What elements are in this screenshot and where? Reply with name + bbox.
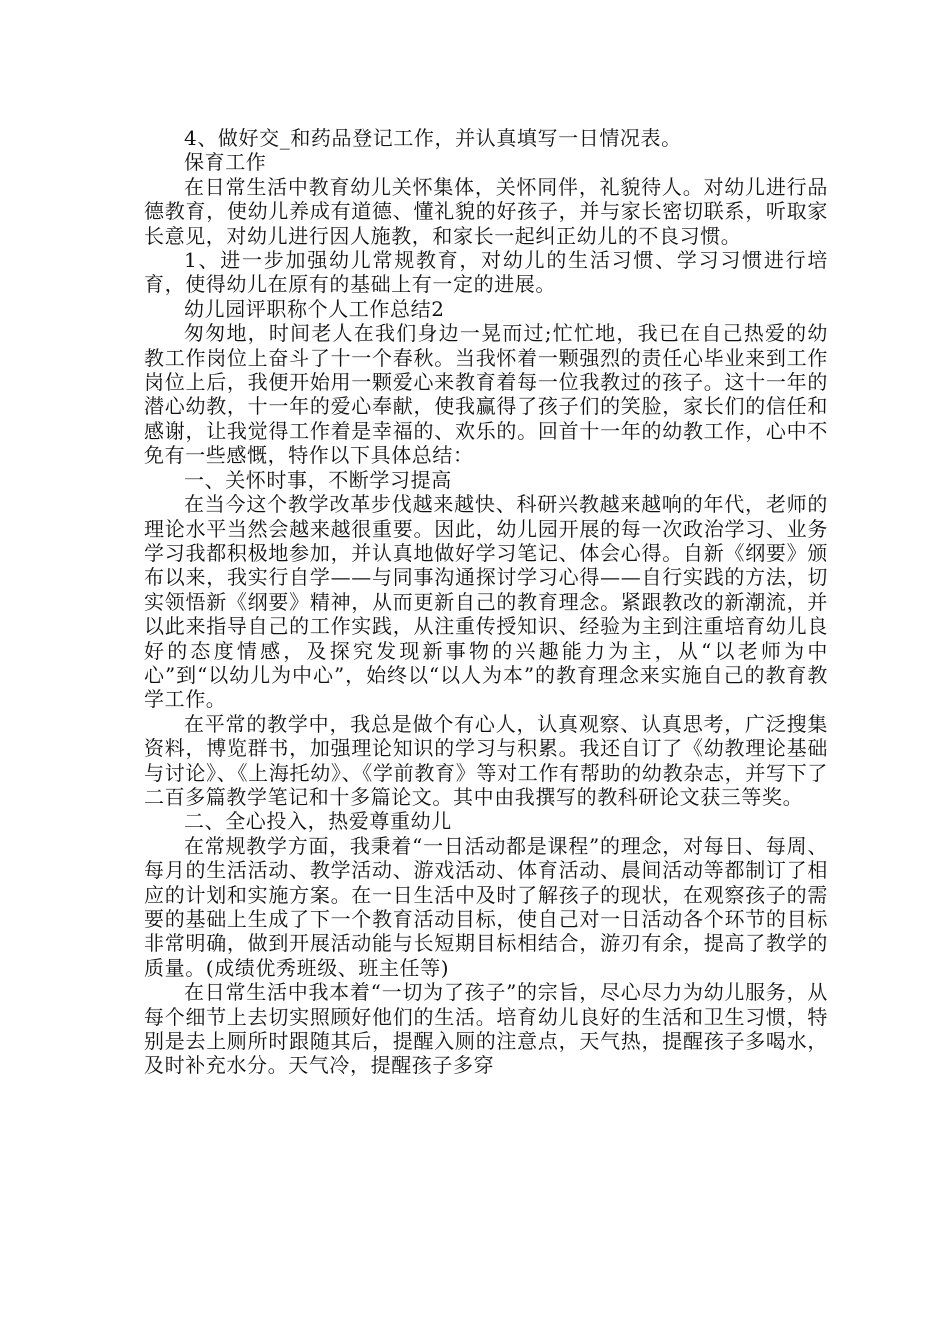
section-heading-two: 二、全心投入，热爱尊重幼儿 bbox=[184, 809, 452, 834]
paragraph-summary-intro: 匆匆地，时间老人在我们身边一晃而过;忙忙地，我已在自己热爱的幼教工作岗位上奋斗了十一个春秋。当我怀着一颗强烈的责任心毕业来到工作岗位上后，我便开始用一颗爱心来教育着每一位我教过的孩子。这十一年的潜心幼教，十一年的爱心奉献，使我赢得了孩子们的笑脸，家长们的信任和感谢，让我觉得工作着是幸福的、欢乐的。回首十一年的幼教工作，心中不免有一些感慨，特作以下具体总结： bbox=[144, 321, 828, 468]
section-heading-childcare: 保育工作 bbox=[184, 150, 267, 175]
section-heading-one: 一、关怀时事，不断学习提高 bbox=[184, 467, 452, 492]
document-body bbox=[144, 126, 828, 1078]
paragraph-item-1: 1、进一步加强幼儿常规教育，对幼儿的生活习惯、学习习惯进行培育，使得幼儿在原有的基础上有一定的进展。 bbox=[144, 248, 828, 297]
paragraph-daily-life: 在日常生活中我本着“一切为了孩子”的宗旨，尽心尽力为幼儿服务，从每个细节上去切实照顾好他们的生活。培育幼儿良好的生活和卫生习惯，特别是去上厕所时跟随其后，提醒入厕的注意点，天气热，提醒孩子多喝水，及时补充水分。天气冷，提醒孩子多穿 bbox=[144, 980, 828, 1078]
paragraph-childcare-intro: 在日常生活中教育幼儿关怀集体，关怀同伴，礼貌待人。对幼儿进行品德教育，使幼儿养成有道德、懂礼貌的好孩子，并与家长密切联系，听取家长意见，对幼儿进行因人施教，和家长一起纠正幼儿的不良习惯。 bbox=[144, 174, 828, 248]
paragraph-learning: 在当今这个教学改革步伐越来越快、科研兴教越来越响的年代，老师的理论水平当然会越来越很重要。因此，幼儿园开展的每一次政治学习、业务学习我都积极地参加，并认真地做好学习笔记、体会心得。自新《纲要》颁布以来，我实行自学——与同事沟通探讨学习心得——自行实践的方法，切实领悟新《纲要》精神，从而更新自己的教育理念。紧跟教改的新潮流，并以此来指导自己的工作实践，从注重传授知识、经验为主到注重培育幼儿良好的态度情感，及探究发现新事物的兴趣能力为主，从“以老师为中心”到“以幼儿为中心”，始终以“以人为本”的教育理念来实施自己的教育教学工作。 bbox=[144, 492, 828, 712]
paragraph-teaching: 在平常的教学中，我总是做个有心人，认真观察、认真思考，广泛搜集资料，博览群书，加强理论知识的学习与积累。我还自订了《幼教理论基础与讨论》、《上海托幼》、《学前教育》等对工作有帮助的幼教杂志，并写下了二百多篇教学笔记和十多篇论文。其中由我撰写的教科研论文获三等奖。 bbox=[144, 711, 828, 809]
document-title-summary-2: 幼儿园评职称个人工作总结2 bbox=[184, 296, 445, 321]
paragraph-routine-teaching: 在常规教学方面，我秉着“一日活动都是课程”的理念，对每日、每周、每月的生活活动、教学活动、游戏活动、体育活动、晨间活动等都制订了相应的计划和实施方案。在一日生活中及时了解孩子的现状，在观察孩子的需要的基础上生成了下一个教育活动目标，使自己对一日活动各个环节的目标非常明确，做到开展活动能与长短期目标相结合，游刃有余，提高了教学的质量。(成绩优秀班级、班主任等) bbox=[144, 833, 828, 980]
paragraph-item-4: 4、做好交_和药品登记工作，并认真填写一日情况表。 bbox=[184, 126, 682, 150]
